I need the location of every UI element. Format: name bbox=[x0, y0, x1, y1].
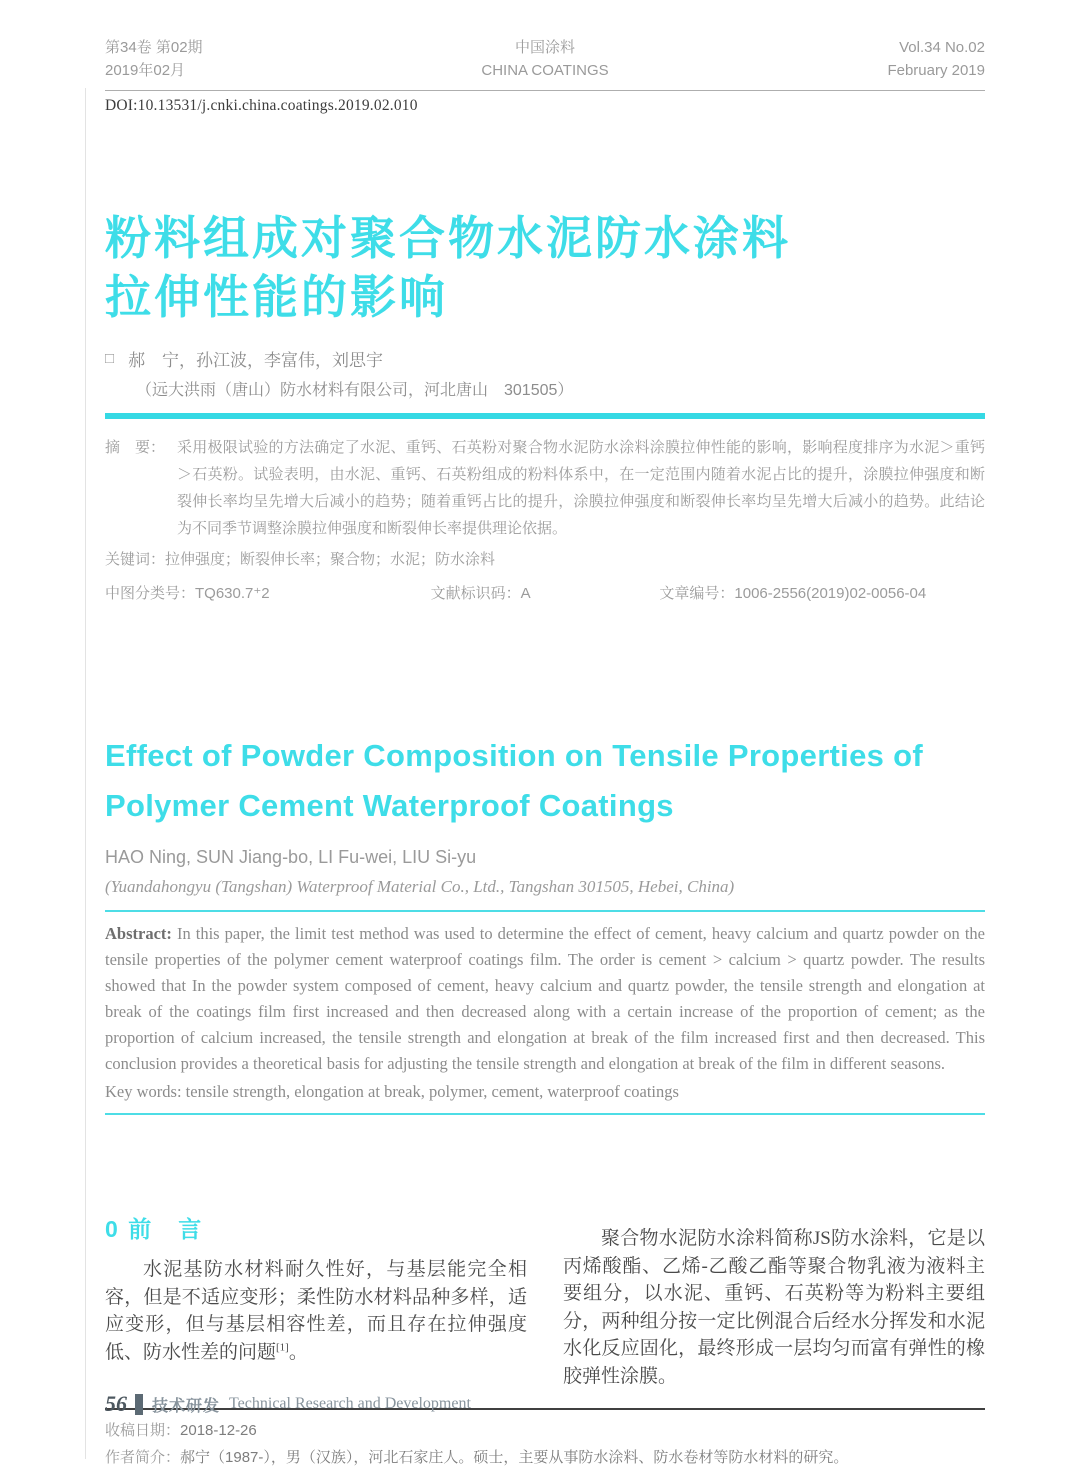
doi: DOI:10.13531/j.cnki.china.coatings.2019.02.010 bbox=[105, 96, 418, 114]
abstract-cn bbox=[105, 434, 985, 542]
footnote bbox=[105, 1418, 985, 1471]
received-date-value: 2018-12-26 bbox=[180, 1422, 257, 1440]
footer-section-cn: 技术研发 bbox=[152, 1397, 221, 1415]
footer-section-en: Technical Research and Development bbox=[229, 1395, 471, 1412]
journal-name bbox=[395, 36, 694, 83]
article-title-cn-line1: 粉料组成对聚合物水泥防水涂料 bbox=[105, 211, 791, 264]
article-title-en-line1: Effect of Powder Composition on Tensile Properties of bbox=[105, 738, 923, 774]
section-heading bbox=[105, 1211, 527, 1244]
intro-paragraph-right: 聚合物水泥防水涂料简称JS防水涂料，它是以丙烯酸酯、乙烯-乙酸乙酯等聚合物乳液为液料主要组分，以水泥、重钙、石英粉等为粉料主要组分，两种组分按一定比例混合后经水分挥发和水泥水化反应固化，最终形成一层均匀而富有弹性的橡胶弹性涂膜。 bbox=[563, 1227, 985, 1387]
keywords-en-text: tensile strength, elongation at break, polymer, cement, waterproof coatings bbox=[181, 1081, 679, 1101]
abstract-bottom-rule bbox=[105, 1113, 985, 1115]
journal-name-cn: 中国涂料 bbox=[514, 39, 575, 56]
clc-number: 中图分类号：TQ630.7⁺2 bbox=[105, 585, 270, 603]
article-title-cn-line2: 拉伸性能的影响 bbox=[105, 271, 448, 324]
header-date-cn: 2019年02月 bbox=[105, 62, 186, 80]
affiliation-en: (Yuandahongyu (Tangshan) Waterproof Material Co., Ltd., Tangshan 301505, Hebei, China) bbox=[105, 876, 735, 896]
intro-section bbox=[105, 1211, 985, 1390]
header-vol-no: Vol.34 No.02 bbox=[899, 39, 985, 56]
abstract-cn-label: 摘 要： bbox=[105, 439, 166, 457]
abstract-cn-text: 采用极限试验的方法确定了水泥、重钙、石英粉对聚合物水泥防水涂料涂膜拉伸性能的影响，影响程度排序为水泥＞重钙＞石英粉。试验表明，由水泥、重钙、石英粉组成的粉料体系中，在一定范围内随着水泥占比的提升，涂膜拉伸强度和断裂伸长率均呈先增大后减小的趋势；随着重钙占比的提升，涂膜拉伸强度和断裂伸长率均呈先增大后减小的趋势。此结论为不同季节调整涂膜拉伸强度和断裂伸长率提供理论依据。 bbox=[177, 439, 985, 538]
article-title-cn bbox=[105, 209, 985, 329]
keywords-en bbox=[105, 1079, 985, 1105]
article-title-en-line2: Polymer Cement Waterproof Coatings bbox=[105, 788, 674, 824]
received-date-line bbox=[105, 1418, 985, 1444]
author-bio-value: 郝宁（1987-），男（汉族），河北石家庄人。硕士，主要从事防水涂料、防水卷材等防水材料的研究。 bbox=[180, 1448, 849, 1466]
intro-paragraph-left bbox=[105, 1256, 527, 1366]
accent-divider-bar bbox=[105, 413, 985, 419]
article-title-en bbox=[105, 731, 985, 831]
page-footer bbox=[105, 1391, 471, 1417]
keywords-cn-text: 拉伸强度；断裂伸长率；聚合物；水泥；防水涂料 bbox=[165, 551, 496, 569]
intro-left-column bbox=[105, 1211, 527, 1390]
keywords-cn bbox=[105, 548, 985, 569]
author-names-cn: 郝 宁，孙江波，李富伟，刘思宇 bbox=[128, 351, 384, 371]
received-date-label: 收稿日期： bbox=[105, 1422, 181, 1440]
classification-row bbox=[105, 582, 985, 603]
journal-header bbox=[105, 0, 985, 91]
abstract-en bbox=[105, 921, 985, 1077]
keywords-en-label: Key words: bbox=[105, 1081, 182, 1101]
journal-name-en: CHINA COATINGS bbox=[481, 62, 609, 80]
authors-en: HAO Ning, SUN Jiang-bo, LI Fu-wei, LIU Si-yu bbox=[105, 846, 477, 867]
keywords-cn-label: 关键词： bbox=[105, 551, 166, 569]
header-volume-issue-cn bbox=[105, 36, 395, 83]
reference-marker: [1] bbox=[276, 1341, 289, 1354]
scan-edge-line bbox=[85, 88, 86, 1459]
section-number: 0 bbox=[105, 1215, 120, 1242]
abstract-en-text: In this paper, the limit test method was used to determine the effect of cement, heavy calcium and quartz powder on the tensile properties of the polymer cement waterproof coatings film. The order is cement > calcium > quartz powder. The results showed that In the powder system composed of cement, heavy calcium and quartz powder, the tensile strength and elongation at break of the coatings film first increased and then decreased along with a certain increase of the proportion of cement; as the proportion of calcium increased, the tensile strength and elongation at break of the film increased first and then decreased. This conclusion provides a theoretical basis for adjusting the tensile strength and elongation at break of the film in different seasons. bbox=[105, 923, 985, 1073]
page-content bbox=[105, 0, 985, 1471]
abstract-top-rule bbox=[105, 910, 985, 912]
article-id: 文章编号：1006-2556(2019)02-0056-04 bbox=[659, 585, 927, 603]
section-title: 前 言 bbox=[128, 1215, 204, 1242]
authors-cn bbox=[105, 346, 985, 371]
abstract-en-label: Abstract: bbox=[105, 923, 172, 943]
header-date-en: February 2019 bbox=[887, 62, 985, 80]
footer-bar-icon bbox=[135, 1394, 143, 1415]
page-number: 56 bbox=[105, 1391, 127, 1416]
affiliation-cn: （远大洪雨（唐山）防水材料有限公司，河北唐山 301505） bbox=[136, 382, 574, 400]
document-code: 文献标识码：A bbox=[430, 585, 531, 603]
intro-right-column bbox=[563, 1211, 985, 1390]
header-volume-issue-en bbox=[695, 36, 985, 83]
header-volume-line: 第34卷 第02期 bbox=[105, 39, 203, 56]
square-bullet-icon: □ bbox=[105, 350, 115, 368]
intro-left-tail: 。 bbox=[288, 1341, 308, 1363]
intro-left-text: 水泥基防水材料耐久性好，与基层能完全相容，但是不适应变形；柔性防水材料品种多样，适应变形，但与基层相容性差，而且存在拉伸强度低、防水性差的问题 bbox=[105, 1258, 527, 1363]
author-bio-label: 作者简介： bbox=[105, 1448, 181, 1466]
author-bio-line bbox=[105, 1445, 985, 1471]
